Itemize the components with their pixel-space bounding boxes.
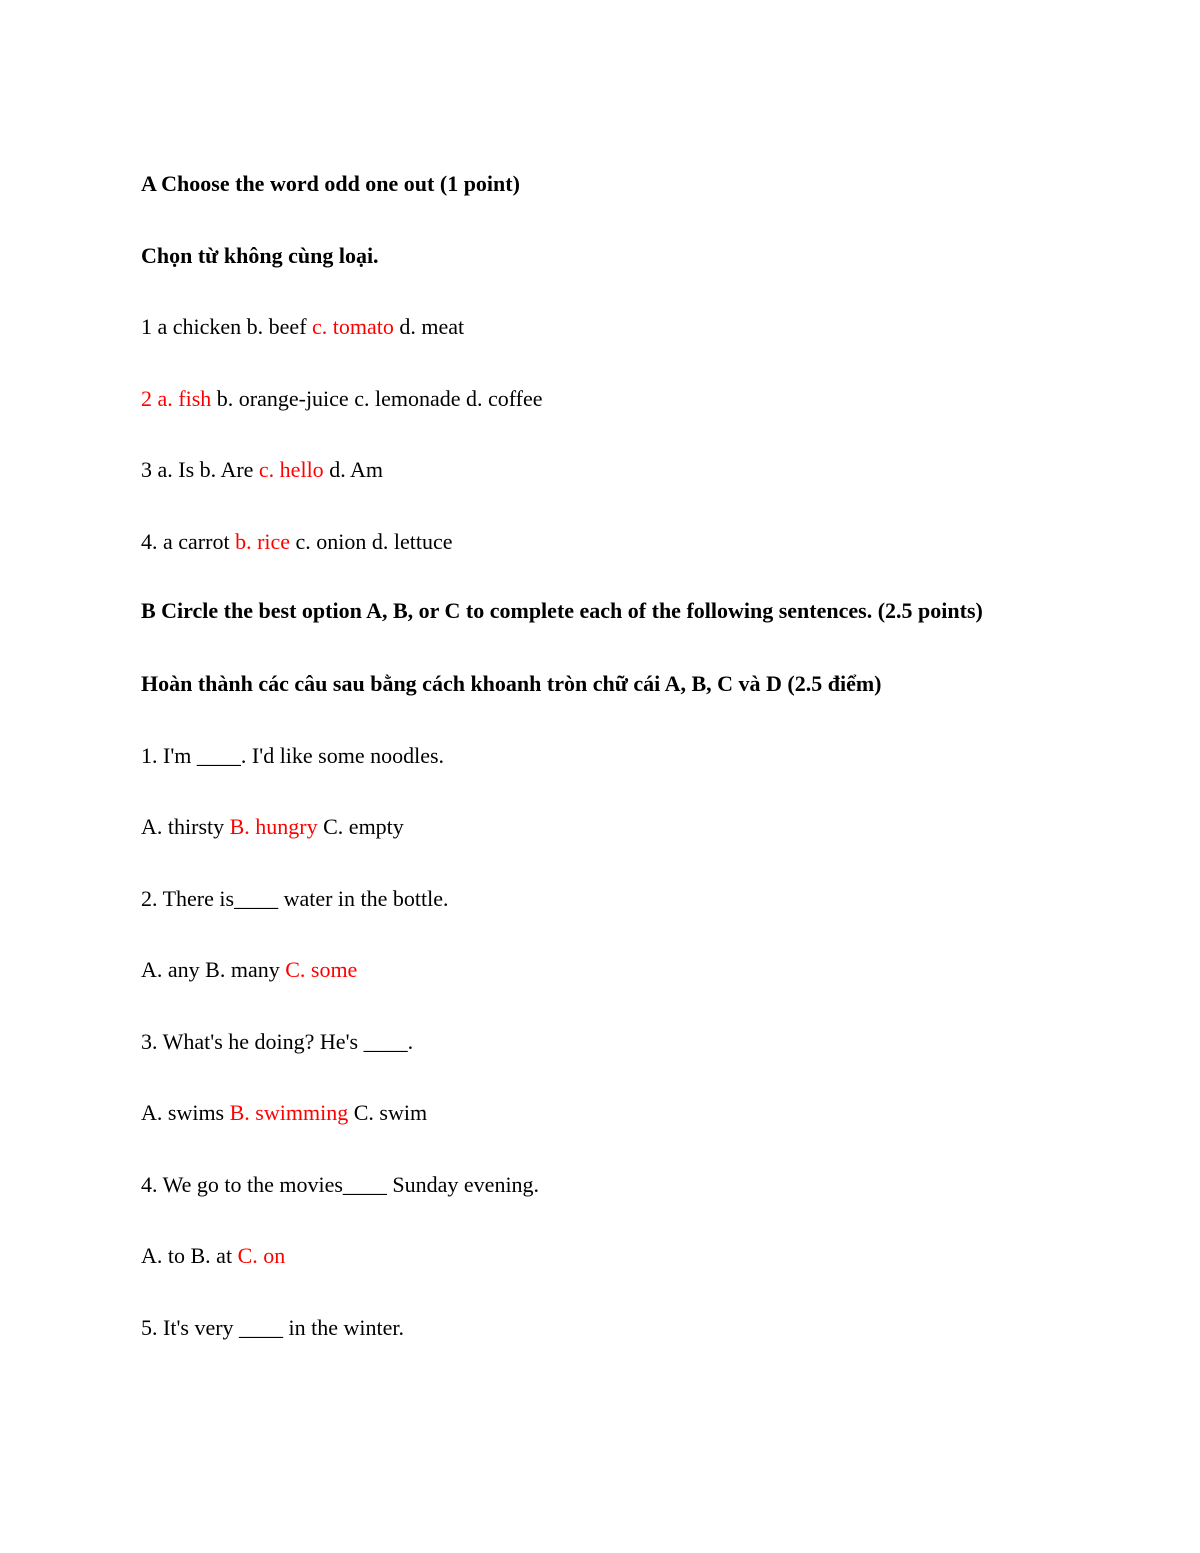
option-text: A. swims — [141, 1100, 230, 1125]
item-text: 1 a chicken b. beef — [141, 314, 313, 339]
answer-options — [141, 946, 1071, 1018]
section-a-item — [141, 446, 1071, 518]
worksheet-page — [141, 160, 1071, 1375]
item-text: 4. a carrot — [141, 528, 236, 554]
section-a-subheading: Chọn từ không cùng loại. — [141, 242, 379, 268]
answer-text: c. tomato — [312, 314, 394, 339]
section-b-subheading: Hoàn thành các câu sau bằng cách khoanh tròn chữ cái A, B, C và D (2.5 điểm) — [141, 671, 882, 696]
answer-options — [141, 803, 1071, 875]
answer-text: C. on — [237, 1243, 286, 1268]
item-text: b. orange-juice c. lemonade d. coffee — [211, 385, 543, 411]
question-text: 3. What's he doing? He's ____. — [141, 1028, 414, 1054]
question-text: 2. There is____ water in the bottle. — [141, 885, 449, 911]
question-text: 4. We go to the movies____ Sunday evening. — [141, 1171, 540, 1197]
question-text: 5. It's very ____ in the winter. — [141, 1314, 405, 1340]
option-text: C. empty — [317, 814, 404, 839]
section-b-heading: B Circle the best option A, B, or C to complete each of the following sentences. (2.5 points) — [141, 598, 983, 623]
answer-text: B. hungry — [229, 814, 318, 839]
option-text: A. thirsty — [141, 814, 230, 839]
answer-text: 2 a. fish — [141, 385, 212, 411]
item-text: c. onion d. lettuce — [290, 528, 453, 554]
section-a-heading: A Choose the word odd one out (1 point) — [141, 171, 520, 196]
answer-options — [141, 1089, 1071, 1161]
answer-text: C. some — [285, 957, 358, 982]
item-text: 3 a. Is b. Are — [141, 457, 259, 482]
answer-text: B. swimming — [229, 1100, 349, 1125]
section-a-item — [141, 518, 1071, 590]
option-text: A. to B. at — [141, 1243, 238, 1268]
item-text: d. Am — [323, 457, 383, 482]
option-text: C. swim — [348, 1100, 428, 1125]
option-text: A. any B. many — [141, 957, 286, 982]
section-a-item — [141, 375, 1071, 447]
question-text: 1. I'm ____. I'd like some noodles. — [141, 742, 445, 768]
section-a-item — [141, 303, 1071, 375]
answer-text: b. rice — [235, 528, 291, 554]
answer-text: c. hello — [258, 457, 324, 482]
answer-options — [141, 1232, 1071, 1304]
item-text: d. meat — [393, 314, 465, 339]
